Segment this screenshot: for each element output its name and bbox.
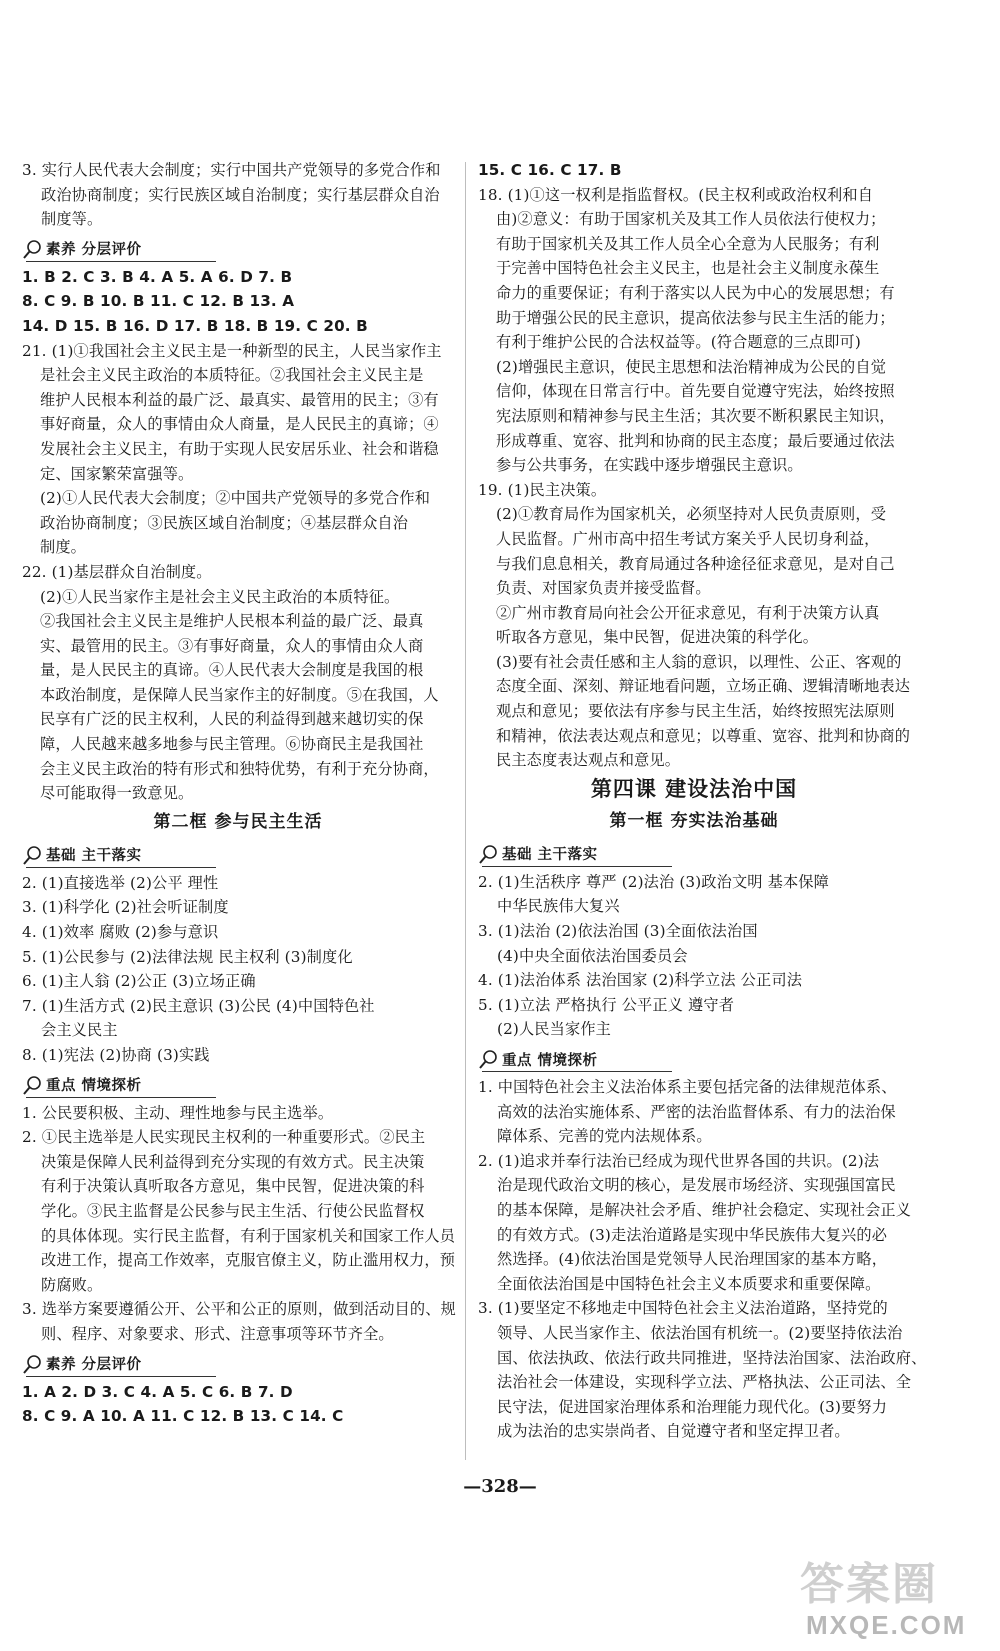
- answer-line: 治是现代政治文明的核心，是发展市场经济、实现强国富民: [497, 1176, 896, 1195]
- section-underline: [482, 866, 672, 867]
- left-column: [22, 158, 454, 1429]
- answer-line: 则、程序、对象要求、形式、注意事项等环节齐全。: [41, 1324, 394, 1343]
- answer-line: 负责、对国家负责并接受监督。: [496, 579, 711, 598]
- answer-line: 19. (1)民主决策。: [478, 480, 607, 499]
- magnifier-icon: [478, 843, 500, 865]
- answer-line: 民享有广泛的民主权利，人民的利益得到越来越切实的保: [40, 710, 424, 729]
- answer-line: (2)人民当家作主: [497, 1020, 611, 1039]
- answer-line: 的具体体现。实行民主监督，有利于国家机关和国家工作人员: [41, 1226, 456, 1245]
- mc-answers: 8. C 9. A 10. A 11. C 12. B 13. C 14. C: [22, 1407, 344, 1426]
- answer-line: ②我国社会主义民主是维护人民根本利益的最广泛、最真: [40, 612, 424, 631]
- section-underline: [26, 261, 216, 262]
- section-label: 素养 分层评价: [46, 1357, 142, 1374]
- mc-answers: 8. C 9. B 10. B 11. C 12. B 13. A: [22, 292, 295, 311]
- answer-line: 本政治制度，是保障人民当家作主的好制度。⑤在我国，人: [40, 685, 439, 704]
- answer-line: 有助于国家机关及其工作人员全心全意为人民服务；有利: [496, 234, 880, 253]
- magnifier-icon: [22, 1353, 44, 1375]
- answer-line: 态度全面、深刻、辩证地看问题，立场正确、逻辑清晰地表达: [496, 677, 911, 696]
- answer-line: 22. (1)基层群众自治制度。: [22, 562, 212, 581]
- answer-line: 决策是保障人民利益得到充分实现的有效方式。民主决策: [41, 1152, 425, 1171]
- answer-line: 制度。: [40, 538, 87, 557]
- answer-line: 3. (1)科学化 (2)社会听证制度: [22, 898, 229, 917]
- answer-line: (2)①教育局作为国家机关，必须坚持对人民负责原则，受: [496, 505, 887, 524]
- answer-line: 领导、人民当家作主、依法治国有机统一。(2)要坚持依法治: [497, 1323, 903, 1342]
- lesson-title: 第四课 建设法治中国: [590, 775, 798, 801]
- answer-line: 的有效方式。(3)走法治道路是实现中华民族伟大复兴的必: [497, 1225, 888, 1244]
- answer-line: 8. (1)宪法 (2)协商 (3)实践: [22, 1046, 210, 1064]
- section-header: [22, 1350, 222, 1378]
- answer-line: 政治协商制度；③民族区域自治制度；④基层群众自治: [40, 513, 409, 532]
- page-number: —328—: [463, 1476, 537, 1497]
- watermark-url: MXQE.COM: [806, 1610, 967, 1640]
- section-underline: [26, 1376, 216, 1377]
- answer-line: 3. 选举方案要遵循公开、公平和公正的原则，做到活动目的、规: [22, 1300, 456, 1319]
- section-underline: [26, 867, 216, 868]
- answer-line: 听取各方意见，集中民智，促进决策的科学化。: [496, 628, 819, 647]
- right-column: [478, 158, 927, 1444]
- answer-line: ②广州市教育局向社会公开征求意见，有利于决策方认真: [496, 603, 880, 622]
- answer-line: 定、国家繁荣富强等。: [40, 464, 194, 483]
- answer-line: 是社会主义民主政治的本质特征。②我国社会主义民主是: [40, 366, 424, 385]
- answer-line: 然选择。(4)依法治国是党领导人民治理国家的基本方略，: [497, 1250, 888, 1269]
- answer-line: 改进工作，提高工作效率，克服官僚主义，防止滥用权力，预: [41, 1251, 456, 1270]
- answer-line: (2)增强民主意识，使民主思想和法治精神成为公民的自觉: [496, 357, 887, 376]
- answer-line: 与我们息息相关，教育局通过各种途径征求意见，是对自己: [496, 554, 895, 573]
- answer-line: 民主态度表达观点和意见。: [496, 751, 681, 770]
- answer-line: 宪法原则和精神参与民主生活；其次要不断积累民主知识，: [496, 406, 895, 425]
- answer-line: 会主义民主: [41, 1021, 118, 1040]
- answer-line: 18. (1)①这一权利是指监督权。(民主权利或政治权利和自: [478, 185, 874, 204]
- answer-line: 政治协商制度；实行民族区域自治制度；实行基层群众自治: [41, 185, 440, 204]
- answer-line: 防腐败。: [41, 1275, 103, 1294]
- answer-line: 成为法治的忠实崇尚者、自觉遵守者和坚定捍卫者。: [497, 1422, 850, 1441]
- answer-line: 1. 中国特色社会主义法治体系主要包括完备的法律规范体系、: [478, 1078, 897, 1096]
- magnifier-icon: [478, 1048, 500, 1070]
- section-header: [22, 235, 222, 263]
- section-label: 重点 情境探析: [46, 1078, 142, 1095]
- answer-line: 尽可能取得一致意见。: [40, 784, 194, 803]
- section-underline: [482, 1071, 672, 1072]
- answer-line: 有利于维护公民的合法权益等。(符合题意的三点即可): [496, 333, 861, 352]
- answer-line: 障，人民越来越多地参与民主管理。⑥协商民主是我国社: [40, 735, 424, 754]
- answer-line: 会主义民主政治的特有形式和独特优势，有利于充分协商，: [40, 759, 439, 778]
- answer-line: 民守法，促进国家治理体系和治理能力现代化。(3)要努力: [497, 1397, 888, 1416]
- magnifier-icon: [22, 844, 44, 866]
- answer-line: 和精神，依法表达观点和意见；以尊重、宽容、批判和协商的: [496, 726, 911, 745]
- answer-line: 3. 实行人民代表大会制度；实行中国共产党领导的多党合作和: [22, 161, 441, 179]
- section-label: 素养 分层评价: [46, 242, 142, 259]
- answer-line: 发展社会主义民主，有助于实现人民安居乐业、社会和谐稳: [40, 439, 439, 458]
- answer-line: 量，是人民民主的真谛。④人民代表大会制度是我国的根: [40, 661, 424, 680]
- answer-line: 法治社会一体建设，实现科学立法、严格执法、公正司法、全: [497, 1373, 912, 1392]
- section-header: [478, 840, 678, 868]
- answer-line: 国、依法执政、依法行政共同推进，坚持法治国家、法治政府、: [497, 1348, 927, 1367]
- answer-line: 中华民族伟大复兴: [497, 897, 620, 916]
- answer-line: 由)②意义：有助于国家机关及其工作人员依法行使权力；: [496, 210, 886, 229]
- answer-line: 2. (1)直接选举 (2)公平 理性: [22, 873, 219, 892]
- answer-line: 高效的法治实施体系、严密的法治监督体系、有力的法治保: [497, 1102, 896, 1121]
- answer-line: 6. (1)主人翁 (2)公正 (3)立场正确: [22, 972, 256, 991]
- frame-title: 第一框 夯实法治基础: [609, 810, 779, 831]
- answer-line: 参与公共事务，在实践中逐步增强民主意识。: [496, 456, 803, 475]
- answer-line: 4. (1)效率 腐败 (2)参与意识: [22, 923, 219, 942]
- mc-answers: 14. D 15. B 16. D 17. B 18. B 19. C 20. B: [22, 316, 368, 335]
- answer-line: 2. (1)生活秩序 尊严 (2)法治 (3)政治文明 基本保障: [478, 872, 829, 891]
- answer-line: 人民监督。广州市高中招生考试方案关乎人民切身利益，: [496, 529, 880, 548]
- answer-line: 5. (1)公民参与 (2)法律法规 民主权利 (3)制度化: [22, 947, 353, 966]
- magnifier-icon: [22, 1074, 44, 1096]
- answer-line: 有利于决策认真听取各方意见，集中民智，促进决策的科: [41, 1177, 425, 1196]
- answer-line: 障体系、完善的党内法规体系。: [497, 1127, 712, 1146]
- section-label: 基础 主干落实: [502, 847, 598, 864]
- section-label: 重点 情境探析: [502, 1052, 598, 1069]
- magnifier-icon: [22, 238, 44, 260]
- mc-answers: 15. C 16. C 17. B: [478, 161, 622, 179]
- answer-line: 信仰，体现在日常言行中。首先要自觉遵守宪法，始终按照: [496, 382, 895, 401]
- answer-line: 的基本保障，是解决社会矛盾、维护社会稳定、实现社会正义: [497, 1200, 912, 1219]
- answer-line: 制度等。: [41, 210, 103, 229]
- frame-title: 第二框 参与民主生活: [153, 811, 323, 832]
- column-divider: [465, 162, 466, 1460]
- answer-line: 维护人民根本利益的最广泛、最真实、最管用的民主；③有: [40, 390, 439, 409]
- section-header: [478, 1045, 678, 1073]
- answer-line: 4. (1)法治体系 法治国家 (2)科学立法 公正司法: [478, 971, 803, 990]
- answer-line: 事好商量，众人的事情由众人商量，是人民民主的真谛；④: [40, 415, 439, 434]
- mc-answers: 1. A 2. D 3. C 4. A 5. C 6. B 7. D: [22, 1382, 293, 1401]
- answer-line: (2)①人民代表大会制度；②中国共产党领导的多党合作和: [40, 489, 431, 508]
- answer-line: 2. (1)追求并奉行法治已经成为现代世界各国的共识。(2)法: [478, 1151, 880, 1170]
- answer-line: 命力的重要保证；有利于落实以人民为中心的发展思想；有: [496, 283, 895, 302]
- answer-line: 实、最管用的民主。③有事好商量，众人的事情由众人商: [40, 636, 424, 655]
- section-label: 基础 主干落实: [46, 848, 142, 865]
- answer-line: 3. (1)要坚定不移地走中国特色社会主义法治道路，坚持党的: [478, 1299, 888, 1318]
- answer-line: 观点和意见；要依法有序参与民主生活，始终按照宪法原则: [496, 702, 895, 721]
- answer-line: 学化。③民主监督是公民参与民主生活、行使公民监督权: [41, 1201, 425, 1220]
- watermark-text: 答案圈: [800, 1559, 938, 1610]
- answer-line: (2)①人民当家作主是社会主义民主政治的本质特征。: [40, 587, 400, 606]
- answer-line: 于完善中国特色社会主义民主，也是社会主义制度永葆生: [496, 259, 880, 278]
- answer-line: 助于增强公民的民主意识，提高依法参与民主生活的能力；: [496, 308, 895, 327]
- answer-line: 1. 公民要积极、主动、理性地参与民主选举。: [22, 1103, 334, 1122]
- watermark-logo: [800, 1548, 995, 1648]
- section-underline: [26, 1097, 216, 1098]
- answer-line: 21. (1)①我国社会主义民主是一种新型的民主，人民当家作主: [22, 341, 442, 360]
- section-header: [22, 1071, 222, 1099]
- answer-line: 2. ①民主选举是人民实现民主权利的一种重要形式。②民主: [22, 1128, 426, 1147]
- answer-line: (3)要有社会责任感和主人翁的意识，以理性、公正、客观的: [496, 652, 902, 671]
- answer-line: 7. (1)生活方式 (2)民主意识 (3)公民 (4)中国特色社: [22, 996, 375, 1015]
- mc-answers: 1. B 2. C 3. B 4. A 5. A 6. D 7. B: [22, 267, 293, 286]
- answer-line: (4)中央全面依法治国委员会: [497, 946, 688, 965]
- section-header: [22, 841, 222, 869]
- answer-line: 全面依法治国是中国特色社会主义本质要求和重要保障。: [497, 1274, 881, 1293]
- answer-line: 形成尊重、宽容、批判和协商的民主态度；最后要通过依法: [496, 431, 895, 450]
- answer-line: 5. (1)立法 严格执行 公平正义 遵守者: [478, 995, 735, 1014]
- answer-line: 3. (1)法治 (2)依法治国 (3)全面依法治国: [478, 922, 758, 941]
